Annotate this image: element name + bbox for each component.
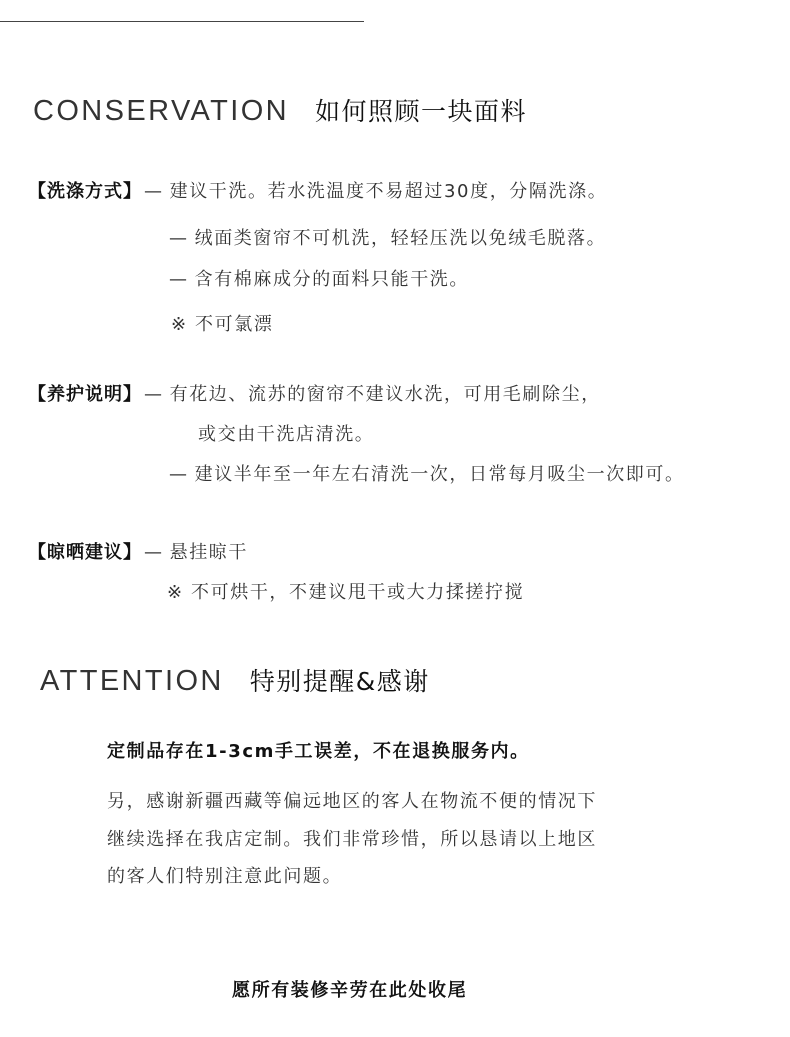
dash-mark: — (144, 181, 164, 202)
conservation-title-en: CONSERVATION (33, 95, 289, 127)
note-mark: ※ (171, 314, 188, 335)
washing-row-2 (167, 224, 606, 250)
drying-label: 【晾晒建议】 (28, 542, 142, 563)
drying-note-text: 不可烘干，不建议甩干或大力揉搓拧搅 (191, 582, 525, 603)
washing-note (171, 310, 273, 336)
care-item-1: 有花边、流苏的窗帘不建议水洗，可用毛刷除尘， (169, 384, 601, 405)
washing-row-1 (28, 177, 607, 203)
top-divider (0, 21, 364, 22)
dash-mark: — (144, 542, 164, 563)
attention-paragraph-line-1: 另，感谢新疆西藏等偏远地区的客人在物流不便的情况下 (107, 791, 597, 812)
washing-item-1: 建议干洗。若水洗温度不易超过30度，分隔洗涤。 (169, 181, 608, 202)
attention-paragraph-line-3: 的客人们特别注意此问题。 (107, 866, 343, 887)
attention-bold-note: 定制品存在1-3cm手工误差，不在退换服务内。 (107, 741, 530, 762)
conservation-title-zh: 如何照顾一块面料 (315, 97, 528, 126)
footer-text: 愿所有装修辛劳在此处收尾 (232, 980, 468, 1001)
washing-row-3 (167, 265, 469, 291)
washing-item-3: 含有棉麻成分的面料只能干洗。 (194, 269, 470, 290)
care-row-1 (28, 380, 601, 406)
dash-mark: — (169, 228, 189, 249)
drying-item-1: 悬挂晾干 (169, 542, 249, 563)
dash-mark: — (169, 464, 189, 485)
conservation-title (33, 92, 527, 128)
care-label: 【养护说明】 (28, 384, 142, 405)
drying-row-1 (28, 538, 248, 564)
care-row-2 (198, 420, 374, 446)
dash-mark: — (144, 384, 164, 405)
washing-item-2: 绒面类窗帘不可机洗，轻轻压洗以免绒毛脱落。 (194, 228, 607, 249)
care-item-2: 或交由干洗店清洗。 (198, 424, 375, 445)
care-item-3: 建议半年至一年左右清洗一次，日常每月吸尘一次即可。 (194, 464, 685, 485)
dash-mark: — (169, 269, 189, 290)
washing-label: 【洗涤方式】 (28, 181, 142, 202)
drying-note (167, 578, 524, 604)
attention-paragraph-line-2: 继续选择在我店定制。我们非常珍惜，所以恳请以上地区 (107, 829, 597, 850)
washing-note-text: 不可氯漂 (195, 314, 274, 335)
attention-title (40, 662, 430, 698)
attention-title-zh: 特别提醒&感谢 (249, 667, 430, 696)
care-row-3 (167, 460, 685, 486)
attention-title-en: ATTENTION (40, 665, 224, 697)
note-mark: ※ (167, 582, 184, 603)
